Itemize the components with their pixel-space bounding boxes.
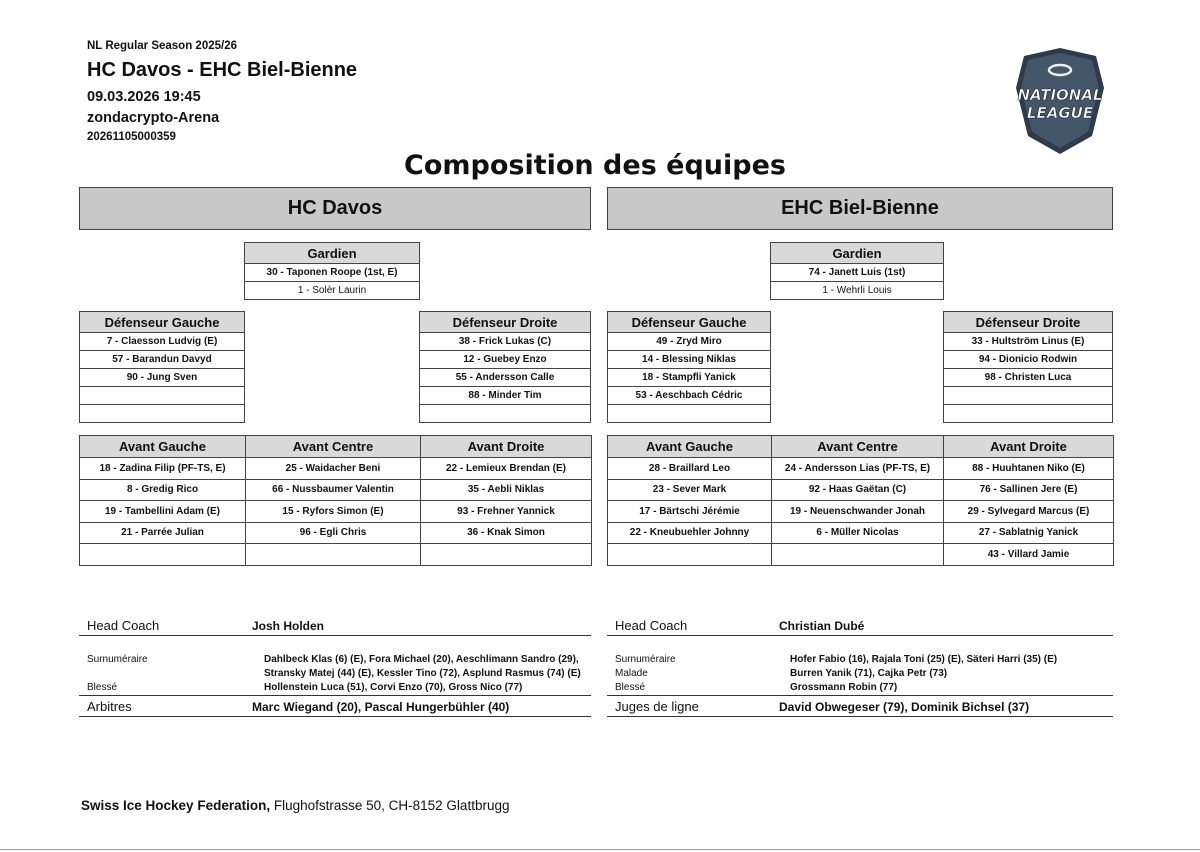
away-coach-name: Christian Dubé — [779, 619, 865, 633]
home-fwd-cell: 93 - Frehner Yannick — [421, 501, 592, 523]
footer-address — [81, 798, 509, 813]
divider — [79, 695, 591, 696]
home-fwd-center-header: Avant Centre — [246, 436, 421, 458]
home-def-left-row — [80, 405, 245, 423]
home-fwd-cell: 21 - Parrée Julian — [80, 522, 246, 544]
away-fwd-cell: 27 - Sablatnig Yanick — [944, 522, 1114, 544]
match-title: HC Davos - EHC Biel-Bienne — [87, 59, 358, 81]
home-goalie-header: Gardien — [245, 243, 420, 264]
away-fwd-cell: 17 - Bärtschi Jérémie — [608, 501, 772, 523]
away-extra-label: Surnuméraire — [615, 654, 676, 665]
away-fwd-cell — [772, 544, 944, 566]
referees-names: Marc Wiegand (20), Pascal Hungerbühler (40) — [252, 700, 510, 714]
away-fwd-right-header: Avant Droite — [944, 436, 1114, 458]
svg-text:NATIONAL: NATIONAL — [1017, 86, 1103, 104]
away-def-right-row — [944, 405, 1113, 423]
home-coach-label: Head Coach — [87, 618, 160, 633]
away-goalie-table — [770, 242, 944, 300]
divider — [79, 716, 591, 717]
home-coach-name: Josh Holden — [252, 619, 325, 633]
home-goalie-2: 1 - Solèr Laurin — [245, 282, 420, 300]
home-fwd-right-header: Avant Droite — [421, 436, 592, 458]
linesmen-names: David Obwegeser (79), Dominik Bichsel (37) — [779, 700, 1030, 714]
away-def-left-header: Défenseur Gauche — [608, 312, 771, 333]
home-def-right-header: Défenseur Droite — [420, 312, 591, 333]
away-sick-list: Burren Yanik (71), Cajka Petr (73) — [790, 668, 948, 679]
away-def-right-table — [943, 311, 1113, 423]
home-def-left-table — [79, 311, 245, 423]
away-def-right-row — [944, 387, 1113, 405]
season-label: NL Regular Season 2025/26 — [87, 40, 237, 52]
home-goalie-table — [244, 242, 420, 300]
away-fwd-cell — [608, 544, 772, 566]
home-fwd-cell — [421, 544, 592, 566]
away-fwd-cell: 22 - Kneubuehler Johnny — [608, 522, 772, 544]
footer-org: Swiss Ice Hockey Federation, — [81, 798, 271, 813]
home-extra-line-1: Dahlbeck Klas (6) (E), Fora Michael (20), Aeschlimann Sandro (29), — [264, 654, 579, 665]
home-team-title: HC Davos — [79, 187, 591, 230]
home-def-right-table — [419, 311, 591, 423]
match-datetime: 09.03.2026 19:45 — [87, 89, 201, 105]
home-extra-label: Surnuméraire — [87, 654, 148, 665]
home-extra-line-2: Stransky Matej (44) (E), Kessler Tino (72), Asplund Rasmus (74) (E) — [264, 668, 581, 679]
away-sick-label: Malade — [615, 668, 648, 679]
away-fwd-cell: 24 - Andersson Lias (PF-TS, E) — [772, 458, 944, 480]
game-id: 20261105000359 — [87, 131, 176, 143]
home-fwd-cell: 66 - Nussbaumer Valentin — [246, 479, 421, 501]
home-fwd-cell: 15 - Ryfors Simon (E) — [246, 501, 421, 523]
home-fwd-left-header: Avant Gauche — [80, 436, 246, 458]
home-injured-list: Hollenstein Luca (51), Corvi Enzo (70), Gross Nico (77) — [264, 682, 523, 693]
away-def-left-row: 49 - Zryd Miro — [608, 333, 771, 351]
away-injured-list: Grossmann Robin (77) — [790, 682, 898, 693]
away-fwd-cell: 28 - Braillard Leo — [608, 458, 772, 480]
divider — [607, 635, 1113, 636]
home-fwd-cell — [246, 544, 421, 566]
home-fwd-cell: 25 - Waidacher Beni — [246, 458, 421, 480]
home-def-left-row: 90 - Jung Sven — [80, 369, 245, 387]
away-def-right-row: 98 - Christen Luca — [944, 369, 1113, 387]
away-fwd-cell: 29 - Sylvegard Marcus (E) — [944, 501, 1114, 523]
away-fwd-cell: 76 - Sallinen Jere (E) — [944, 479, 1114, 501]
away-def-right-row: 94 - Dionicio Rodwin — [944, 351, 1113, 369]
away-fwd-cell: 19 - Neuenschwander Jonah — [772, 501, 944, 523]
away-def-left-row: 53 - Aeschbach Cédric — [608, 387, 771, 405]
divider — [607, 695, 1113, 696]
home-fwd-cell: 8 - Gredig Rico — [80, 479, 246, 501]
away-def-right-header: Défenseur Droite — [944, 312, 1113, 333]
home-forwards-table — [79, 435, 592, 566]
away-def-left-row — [608, 405, 771, 423]
footer-address-text: Flughofstrasse 50, CH-8152 Glattbrugg — [270, 798, 510, 813]
arena-name: zondacrypto-Arena — [87, 110, 220, 126]
home-fwd-cell: 22 - Lemieux Brendan (E) — [421, 458, 592, 480]
divider — [79, 635, 591, 636]
away-fwd-cell: 88 - Huuhtanen Niko (E) — [944, 458, 1114, 480]
home-def-right-row — [420, 405, 591, 423]
away-officials-label: Juges de ligne — [615, 699, 699, 714]
home-def-left-row: 7 - Claesson Ludvig (E) — [80, 333, 245, 351]
away-forwards-table — [607, 435, 1114, 566]
home-injured-label: Blessé — [87, 682, 118, 693]
away-def-left-row: 14 - Blessing Niklas — [608, 351, 771, 369]
away-coach-label: Head Coach — [615, 618, 688, 633]
away-fwd-cell: 23 - Sever Mark — [608, 479, 772, 501]
away-goalie-1: 74 - Janett Luis (1st) — [771, 264, 944, 282]
away-fwd-cell: 6 - Müller Nicolas — [772, 522, 944, 544]
page-title: Composition des équipes — [404, 150, 786, 181]
page-bottom-border — [0, 849, 1200, 850]
home-def-right-row: 55 - Andersson Calle — [420, 369, 591, 387]
home-officials-label: Arbitres — [87, 699, 132, 714]
home-fwd-cell: 18 - Zadina Filip (PF-TS, E) — [80, 458, 246, 480]
divider — [607, 716, 1113, 717]
home-def-left-header: Défenseur Gauche — [80, 312, 245, 333]
away-def-left-table — [607, 311, 771, 423]
home-def-right-row: 88 - Minder Tim — [420, 387, 591, 405]
away-fwd-left-header: Avant Gauche — [608, 436, 772, 458]
home-def-left-row: 57 - Barandun Davyd — [80, 351, 245, 369]
home-def-right-row: 38 - Frick Lukas (C) — [420, 333, 591, 351]
national-league-logo — [1014, 48, 1106, 154]
away-team-title: EHC Biel-Bienne — [607, 187, 1113, 230]
home-fwd-cell — [80, 544, 246, 566]
away-fwd-cell: 92 - Haas Gaëtan (C) — [772, 479, 944, 501]
away-def-right-row: 33 - Hultström Linus (E) — [944, 333, 1113, 351]
home-fwd-cell: 35 - Aebli Niklas — [421, 479, 592, 501]
home-fwd-cell: 96 - Egli Chris — [246, 522, 421, 544]
home-fwd-cell: 36 - Knak Simon — [421, 522, 592, 544]
away-def-left-row: 18 - Stampfli Yanick — [608, 369, 771, 387]
home-def-left-row — [80, 387, 245, 405]
svg-text:LEAGUE: LEAGUE — [1026, 104, 1094, 122]
away-fwd-cell: 43 - Villard Jamie — [944, 544, 1114, 566]
away-goalie-header: Gardien — [771, 243, 944, 264]
away-fwd-center-header: Avant Centre — [772, 436, 944, 458]
away-extra-line-1: Hofer Fabio (16), Rajala Toni (25) (E), Säteri Harri (35) (E) — [790, 654, 1058, 665]
home-def-right-row: 12 - Guebey Enzo — [420, 351, 591, 369]
away-injured-label: Blessé — [615, 682, 646, 693]
away-goalie-2: 1 - Wehrli Louis — [771, 282, 944, 300]
home-fwd-cell: 19 - Tambellini Adam (E) — [80, 501, 246, 523]
home-goalie-1: 30 - Taponen Roope (1st, E) — [245, 264, 420, 282]
